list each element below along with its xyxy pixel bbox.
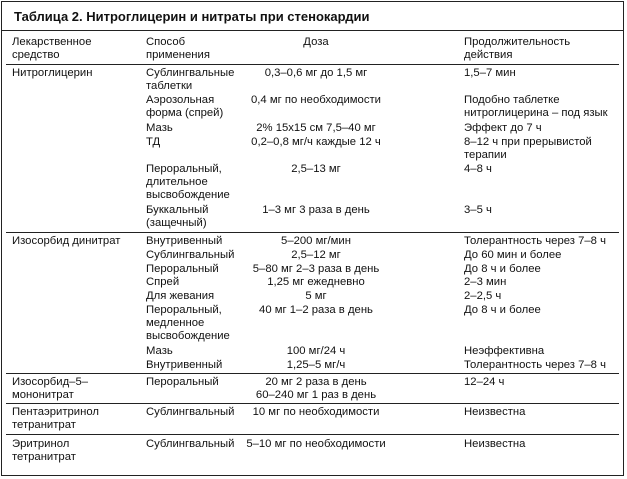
route-cell-line: Сублингвальный: [146, 438, 235, 450]
dose-cell-line: 0,4 мг по необходимости: [251, 94, 381, 106]
route-cell-line: ТД: [146, 136, 161, 148]
dose-cell: [210, 290, 422, 303]
dose-cell: [210, 438, 422, 451]
dose-cell: [210, 345, 422, 358]
duration-cell-line: Неэффективна: [464, 345, 545, 357]
dose-cell: [210, 122, 422, 135]
duration-cell: [464, 204, 492, 217]
header-drug-line: средство: [12, 49, 60, 61]
header-duration-line: Продолжительность: [464, 36, 571, 48]
drug-name-line: Нитроглицерин: [12, 67, 93, 79]
drug-name: [12, 235, 120, 248]
drug-name-line: тетранитрат: [12, 451, 76, 463]
dose-cell: [210, 304, 422, 317]
route-cell: [146, 376, 219, 389]
dose-cell: [210, 263, 422, 276]
drug-name: [12, 67, 92, 80]
dose-cell-line: 2,5–12 мг: [291, 249, 341, 261]
route-cell-line: высвобождение: [146, 189, 230, 201]
drug-name: [12, 438, 76, 464]
route-cell: [146, 263, 219, 276]
route-cell-line: Внутривенный: [146, 235, 223, 247]
route-cell-line: Аэрозольная: [146, 94, 215, 106]
duration-cell-line: 3–5 ч: [464, 204, 492, 216]
route-cell-line: Мазь: [146, 122, 173, 134]
header-dose-line: Доза: [303, 36, 329, 48]
drug-name: [12, 376, 88, 402]
duration-cell: [464, 276, 506, 289]
duration-cell-line: Неизвестна: [464, 406, 526, 418]
dose-cell-line: 1,25–5 мг/ч: [286, 359, 346, 371]
duration-cell-line: Эффект до 7 ч: [464, 122, 542, 134]
drug-name-line: Изосорбид–5–: [12, 376, 89, 388]
duration-cell: [464, 122, 542, 135]
duration-cell-line: 2–2,5 ч: [464, 290, 502, 302]
header-divider: [6, 64, 619, 65]
route-cell-line: Пероральный: [146, 376, 219, 388]
duration-cell-line: До 60 мин и более: [464, 249, 562, 261]
drug-name-line: тетранитрат: [12, 419, 76, 431]
duration-cell: [464, 235, 606, 248]
dose-cell-line: 0,2–0,8 мг/ч каждые 12 ч: [251, 136, 381, 148]
route-cell-line: медленное: [146, 317, 205, 329]
route-cell-line: форма (спрей): [146, 107, 224, 119]
header-duration: [464, 36, 570, 62]
drug-name-line: Пентаэритринол: [12, 406, 99, 418]
duration-cell-line: Толерантность через 7–8 ч: [464, 235, 606, 247]
dose-cell-line: 0,3–0,6 мг до 1,5 мг: [264, 67, 368, 79]
title-divider: [1, 30, 624, 31]
duration-cell: [464, 163, 492, 176]
route-cell: [146, 276, 179, 289]
dose-cell: [210, 67, 422, 80]
duration-cell: [464, 94, 608, 120]
drug-name-line: Изосорбид динитрат: [12, 235, 121, 247]
route-cell-line: Сублингвальные: [146, 67, 235, 79]
dose-cell: [210, 359, 422, 372]
duration-cell: [464, 249, 561, 262]
duration-cell: [464, 359, 606, 372]
route-cell-line: длительное: [146, 176, 208, 188]
duration-cell: [464, 290, 501, 303]
route-cell: [146, 136, 160, 149]
dose-cell-line: 5 мг: [305, 290, 327, 302]
header-route: [146, 36, 210, 62]
header-route-line: применения: [146, 49, 210, 61]
duration-cell: [464, 263, 541, 276]
route-cell: [146, 290, 214, 303]
dose-cell: [210, 249, 422, 262]
route-cell-line: (защечный): [146, 217, 207, 229]
drug-name-line: Эритринол: [12, 438, 70, 450]
route-cell-line: Спрей: [146, 276, 180, 288]
table-title: Таблица 2. Нитроглицерин и нитраты при стенокардии: [14, 9, 370, 24]
dose-cell: [210, 163, 422, 176]
dose-cell-line: 1,25 мг ежедневно: [267, 276, 365, 288]
route-cell: [146, 204, 208, 230]
dose-cell: [210, 136, 422, 149]
duration-cell-line: До 8 ч и более: [464, 304, 541, 316]
dose-cell-line: 5–200 мг/мин: [281, 235, 351, 247]
dose-cell-line: 5–10 мг по необходимости: [246, 438, 386, 450]
dose-cell: [210, 204, 422, 217]
duration-cell-line: Толерантность через 7–8 ч: [464, 359, 606, 371]
duration-cell-line: терапии: [464, 149, 507, 161]
dose-cell-line: 5–80 мг 2–3 раза в день: [252, 263, 380, 275]
route-cell-line: высвобождение: [146, 330, 230, 342]
route-cell-line: Пероральный,: [146, 304, 222, 316]
dose-cell-line: 2% 15x15 см 7,5–40 мг: [256, 122, 376, 134]
duration-cell-line: Неизвестна: [464, 438, 526, 450]
dose-cell: [210, 276, 422, 289]
header-route-line: Способ: [146, 36, 186, 48]
route-cell-line: Мазь: [146, 345, 173, 357]
group-divider: [6, 232, 619, 233]
duration-cell-line: 1,5–7 мин: [464, 67, 516, 79]
dose-cell-line: 10 мг по необходимости: [252, 406, 380, 418]
header-dose: [210, 36, 422, 49]
duration-cell-line: До 8 ч и более: [464, 263, 541, 275]
route-cell-line: Для жевания: [146, 290, 215, 302]
header-drug: [12, 36, 91, 62]
header-duration-line: действия: [464, 49, 513, 61]
duration-cell-line: 8–12 ч при прерывистой: [464, 136, 592, 148]
route-cell-line: Сублингвальный: [146, 249, 235, 261]
dose-cell: [210, 235, 422, 248]
route-cell: [146, 345, 173, 358]
group-divider: [6, 373, 619, 374]
drug-name-line: мононитрат: [12, 389, 74, 401]
route-cell-line: Буккальный: [146, 204, 209, 216]
dose-cell: [210, 94, 422, 107]
duration-cell-line: 4–8 ч: [464, 163, 492, 175]
dose-cell: [210, 376, 422, 402]
duration-cell-line: нитроглицерина – под язык: [464, 107, 608, 119]
group-divider: [6, 403, 619, 404]
dose-cell: [210, 406, 422, 419]
route-cell-line: Пероральный,: [146, 163, 222, 175]
dose-cell-line: 40 мг 1–2 раза в день: [259, 304, 373, 316]
header-drug-line: Лекарственное: [12, 36, 92, 48]
duration-cell-line: Подобно таблетке: [464, 94, 560, 106]
duration-cell: [464, 136, 592, 162]
dose-cell-line: 2,5–13 мг: [291, 163, 341, 175]
duration-cell: [464, 376, 504, 389]
group-divider: [6, 434, 619, 435]
dose-cell-line: 1–3 мг 3 раза в день: [262, 204, 370, 216]
route-cell-line: Пероральный: [146, 263, 219, 275]
duration-cell: [464, 67, 516, 80]
duration-cell-line: 12–24 ч: [464, 376, 505, 388]
duration-cell: [464, 438, 525, 451]
dose-cell-line: 100 мг/24 ч: [286, 345, 346, 357]
route-cell-line: таблетки: [146, 80, 193, 92]
route-cell: [146, 122, 173, 135]
dose-cell-line: 20 мг 2 раза в день: [265, 376, 367, 388]
duration-cell: [464, 406, 525, 419]
duration-cell-line: 2–3 мин: [464, 276, 507, 288]
route-cell-line: Сублингвальный: [146, 406, 235, 418]
duration-cell: [464, 345, 544, 358]
duration-cell: [464, 304, 541, 317]
route-cell-line: Внутривенный: [146, 359, 223, 371]
dose-cell-line: 60–240 мг 1 раз в день: [255, 389, 377, 401]
drug-name: [12, 406, 99, 432]
